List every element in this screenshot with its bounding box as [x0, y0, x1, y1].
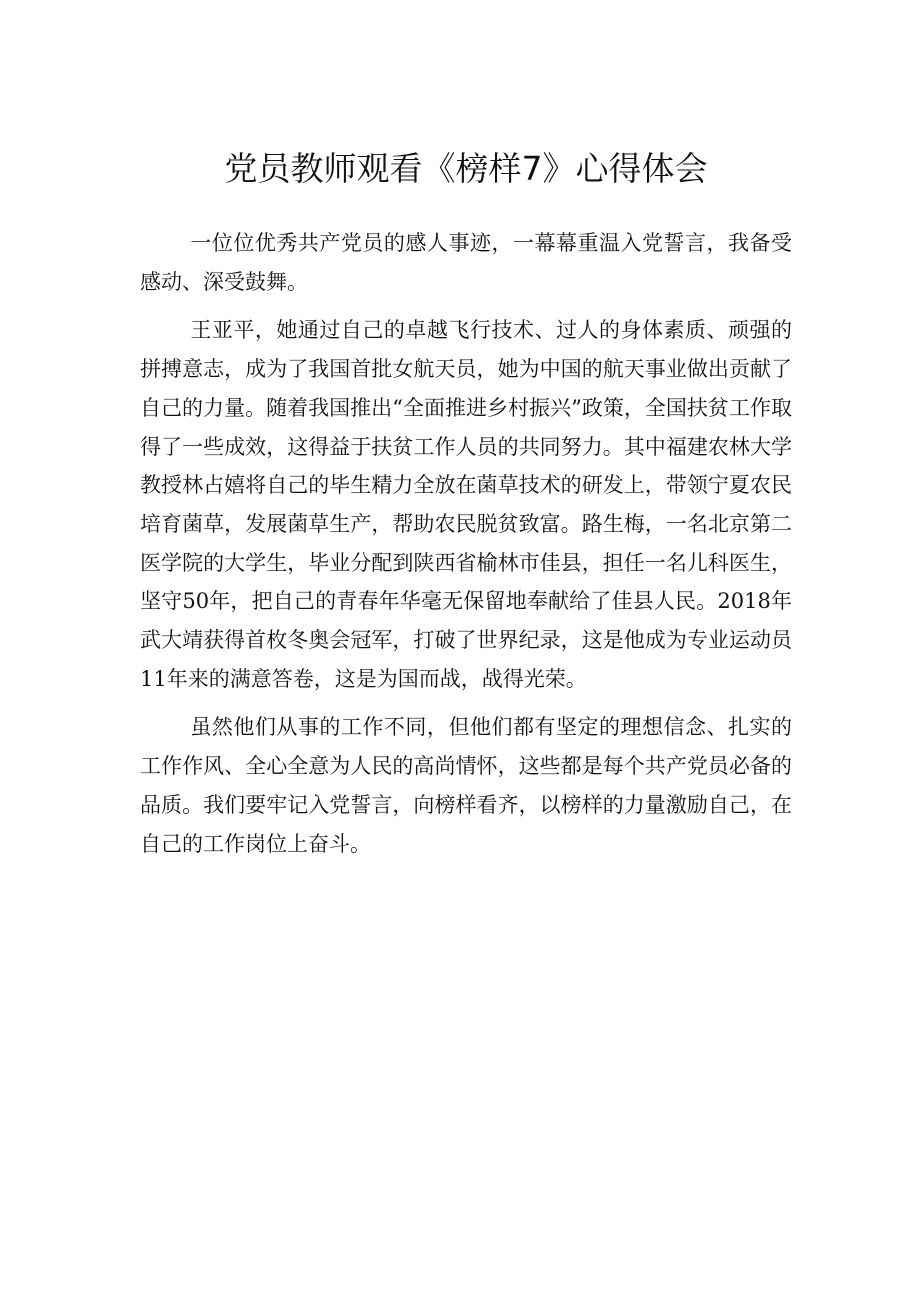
paragraph-intro: 一位位优秀共产党员的感人事迹，一幕幕重温入党誓言，我备受感动、深受鼓舞。: [140, 231, 792, 294]
document-body: [140, 224, 792, 863]
document-title: 党员教师观看《榜样7》心得体会: [224, 149, 708, 188]
paragraph-examples: 王亚平，她通过自己的卓越飞行技术、过人的身体素质、顽强的拼搏意志，成为了我国首批女航天员，她为中国的航天事业做出贡献了自己的力量。随着我国推出“全面推进乡村振兴”政策，全国扶贫工作取得了一些成效，这得益于扶贫工作人员的共同努力。其中福建农林大学教授林占嬉将自己的毕生精力全放在菌草技术的研发上，带领宁夏农民培育菌草，发展菌草生产，帮助农民脱贫致富。路生梅，一名北京第二医学院的大学生，毕业分配到陕西省榆林市佳县，担任一名儿科医生，坚守50年，把自己的青春年华毫无保留地奉献给了佳县人民。2018年武大靖获得首枚冬奥会冠军，打破了世界纪录，这是他成为专业运动员11年来的满意答卷，这是为国而战，战得光荣。: [140, 318, 792, 691]
paragraph-conclusion: 虽然他们从事的工作不同，但他们都有坚定的理想信念、扎实的工作作风、全心全意为人民的高尚情怀，这些都是每个共产党员必备的品质。我们要牢记入党誓言，向榜样看齐，以榜样的力量激励自己，在自己的工作岗位上奋斗。: [140, 715, 792, 856]
